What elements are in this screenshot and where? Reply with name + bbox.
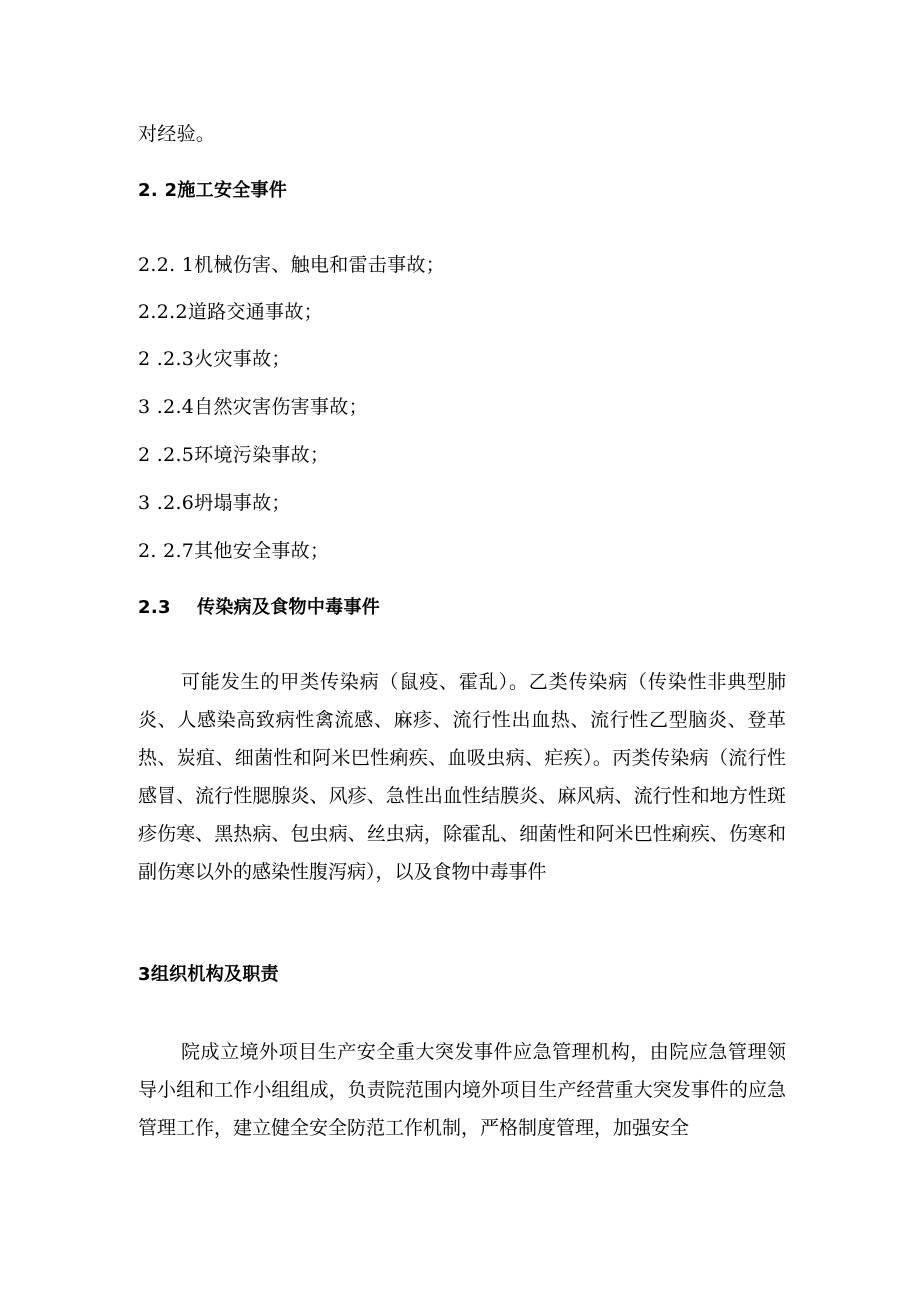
intro-tail-text: 对经验。 [138, 123, 216, 145]
list-item: 2. 2.7其他安全事故； [138, 540, 330, 562]
list-item: 2 .2.3火灾事故； [138, 348, 291, 370]
section-3-heading: 3组织机构及职责 [138, 964, 279, 985]
list-item: 2 .2.5环境污染事故； [138, 444, 330, 466]
list-item: 2.2.2道路交通事故； [138, 301, 323, 323]
list-item: 2.2. 1机械伤害、触电和雷击事故； [138, 254, 446, 276]
section-3-paragraph: 院成立境外项目生产安全重大突发事件应急管理机构，由院应急管理领导小组和工作小组组成，负责院范围内境外项目生产经营重大突发事件的应急管理工作，建立健全安全防范工作机制，严格制度管理，加强安全 [138, 1041, 786, 1139]
list-item: 3 .2.4自然灾害伤害事故； [138, 396, 368, 418]
section-2-3-heading: 2.3 传染病及食物中毒事件 [138, 597, 381, 618]
section-2-2-heading: 2. 2施工安全事件 [138, 180, 288, 201]
section-2-3-paragraph: 可能发生的甲类传染病（鼠疫、霍乱）。乙类传染病（传染性非典型肺炎、人感染高致病性禽流感、麻疹、流行性出血热、流行性乙型脑炎、登革热、炭疽、细菌性和阿米巴性痢疾、血吸虫病、疟疾）。丙类传染病（流行性感冒、流行性腮腺炎、风疹、急性出血性结膜炎、麻风病、流行性和地方性斑疹伤寒、黑热病、包虫病、丝虫病，除霍乱、细菌性和阿米巴性痢疾、伤寒和副伤寒以外的感染性腹泻病），以及食物中毒事件 [138, 671, 786, 883]
list-item: 3 .2.6坍塌事故； [138, 492, 291, 514]
